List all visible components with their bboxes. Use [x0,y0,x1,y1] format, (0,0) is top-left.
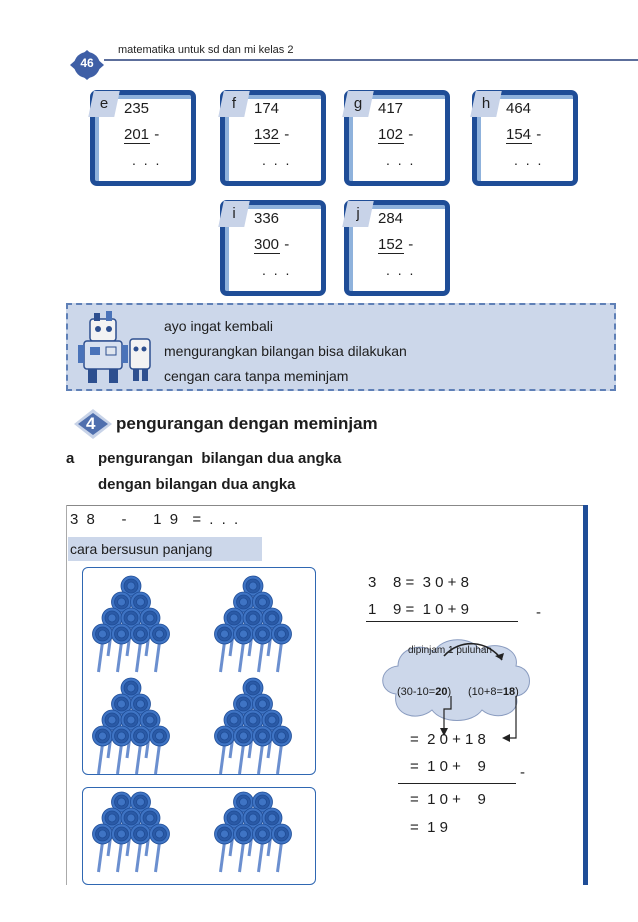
exercise-top-number: 174 [254,100,280,117]
lollipop-icon [150,624,170,672]
exercise-bottom-number: 152 - [378,236,414,253]
reminder-line-2: mengurangkan bilangan bisa dilakukan [164,343,407,359]
subsection-line-1: pengurangan bilangan dua angka [98,450,342,467]
exercise-box-h [472,90,578,186]
work-line-4: = 1 0 + 9 [410,758,486,775]
exercise-box-g [344,90,450,186]
work-minus-1: - [536,604,541,621]
exercise-answer-blank: . . . [262,262,292,278]
reminder-line-1: ayo ingat kembali [164,318,273,334]
work-line-2: 1 9 = 1 0 + 9 [368,601,469,618]
page-number: 46 [80,56,94,70]
exercise-bottom-number: 132 - [254,126,290,143]
work-line-1: 3 8 = 3 0 + 8 [368,574,469,591]
exercise-bottom-number: 300 - [254,236,290,253]
exercise-letter: g [342,91,374,117]
work-line-5: = 1 0 + 9 [410,791,486,808]
exercise-answer-blank: . . . [386,152,416,168]
subsection-line-2: dengan bilangan dua angka [98,476,296,493]
exercise-letter: j [342,201,374,227]
method-label: cara bersusun panjang [68,537,262,561]
exercise-bottom-number: 154 - [506,126,542,143]
robot-mascot-icon [76,311,156,385]
work-rule-2 [398,783,516,784]
exercise-bottom-number: 201 - [124,126,160,143]
exercise-answer-blank: . . . [132,152,162,168]
lollipop-icon [272,624,292,672]
exercise-top-number: 284 [378,210,404,227]
work-line-3: = 2 0 + 1 8 [410,731,486,748]
lollipop-panel-ones [82,787,316,885]
exercise-letter: h [470,91,502,117]
exercise-bottom-number: 102 - [378,126,414,143]
work-minus-2: - [520,764,525,781]
header-rule [104,59,638,61]
exercise-box-f [220,90,326,186]
exercise-letter: i [218,201,250,227]
exercise-answer-blank: . . . [386,262,416,278]
frame-right-bar [583,505,588,885]
exercise-box-j [344,200,450,296]
cloud-left-calc: (30-10=20) [397,686,452,698]
reminder-box [66,303,616,391]
page-number-badge [70,50,104,80]
reminder-line-3: cengan cara tanpa meminjam [164,368,349,384]
cloud-right-calc: (10+8=18) [468,686,519,698]
problem-expression: 3 8 - 1 9 = . . . [70,511,241,528]
frame-top-border [66,505,586,506]
exercise-top-number: 464 [506,100,532,117]
exercise-box-i [220,200,326,296]
exercise-box-e [90,90,196,186]
exercise-top-number: 336 [254,210,280,227]
lollipop-icon [272,726,292,774]
book-title: matematika untuk sd dan mi kelas 2 [118,44,294,56]
frame-left-border [66,505,67,885]
lollipop-groups-tens [83,568,315,774]
exercise-top-number: 235 [124,100,150,117]
exercise-answer-blank: . . . [262,152,292,168]
lollipop-icon [150,824,170,872]
work-line-6: = 1 9 [410,819,448,836]
lollipop-icon [272,824,292,872]
cloud-title: dipinjam 1 puluhan [408,645,492,656]
lollipop-icon [150,726,170,774]
section-number: 4 [86,414,96,433]
exercise-letter: f [218,91,250,117]
section-title: pengurangan dengan meminjam [116,414,378,433]
lollipop-groups-ones [83,788,315,884]
subsection-letter: a [66,450,75,467]
exercise-top-number: 417 [378,100,404,117]
work-rule-1 [366,621,518,622]
exercise-letter: e [88,91,120,117]
lollipop-panel-tens [82,567,316,775]
exercise-answer-blank: . . . [514,152,544,168]
